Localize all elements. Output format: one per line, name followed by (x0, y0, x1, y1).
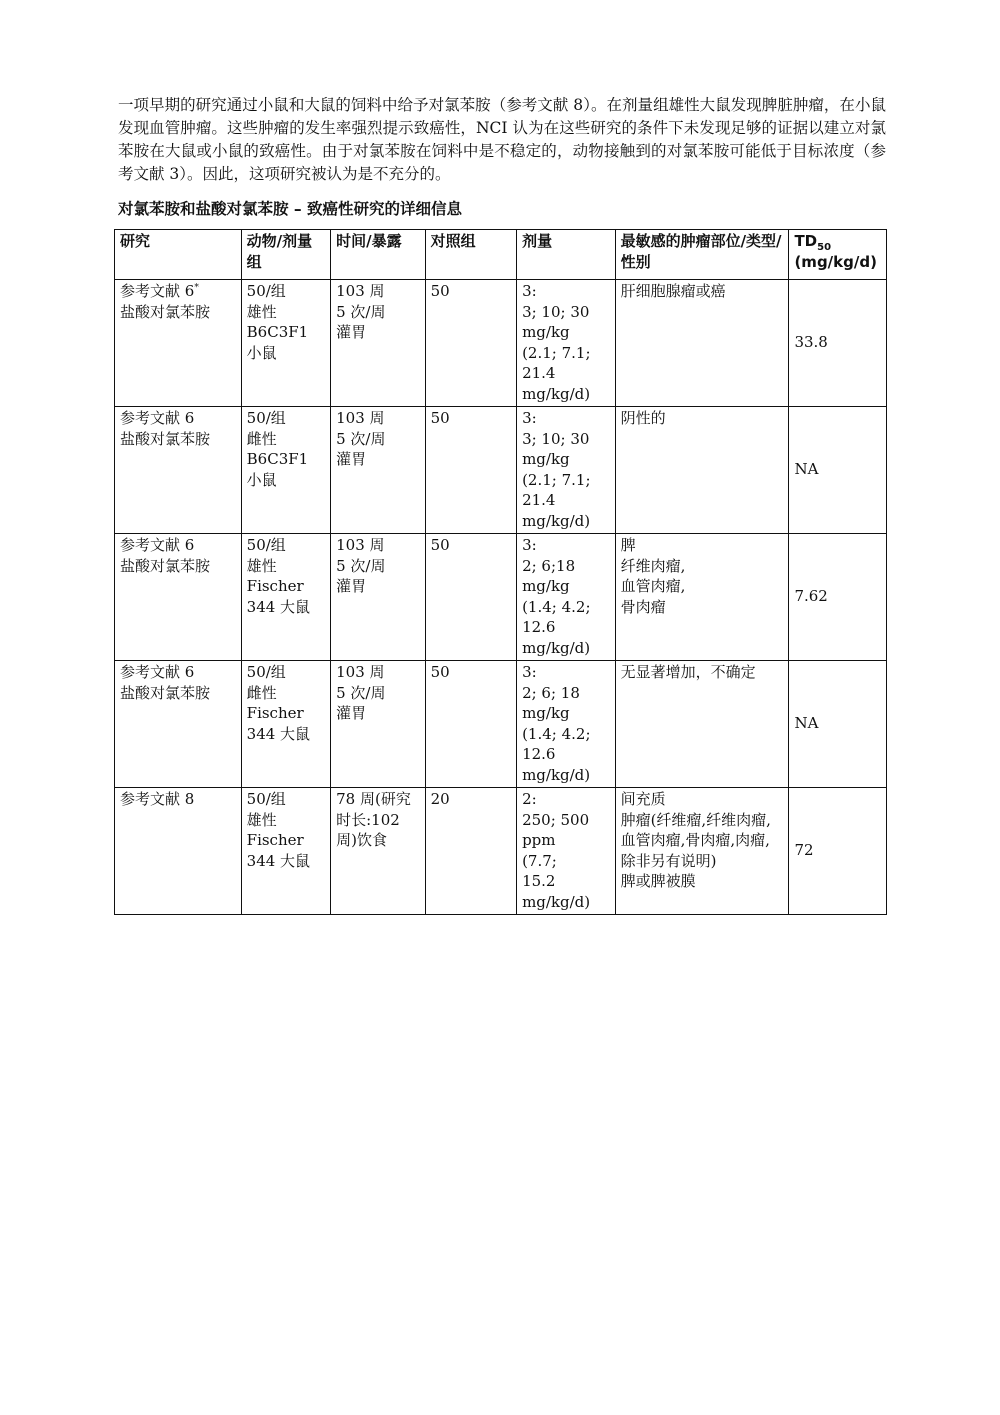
cell-duration (331, 280, 425, 407)
header-td50-unit: (mg/kg/d) (794, 252, 877, 271)
cell-tumor (615, 280, 789, 407)
cell-tumor (615, 661, 789, 788)
table-header-row (115, 230, 887, 280)
cell-duration (331, 407, 425, 534)
animal-text: 50/组 雌性 Fischer 344 大鼠 (246, 663, 311, 743)
dose-text: 3: 3; 10; 30 mg/kg (2.1; 7.1; 21.4 mg/kg/d) (522, 282, 591, 403)
dose-text: 3: 2; 6;18 mg/kg (1.4; 4.2; 12.6 mg/kg/d) (522, 536, 591, 657)
header-dose: 剂量 (517, 230, 616, 280)
cell-control: 50 (425, 661, 516, 788)
cell-tumor (615, 534, 789, 661)
duration-text: 103 周 5 次/周 灌胃 (336, 663, 386, 722)
cell-td50: 72 (789, 788, 887, 915)
cell-study (115, 788, 242, 915)
cell-animal (241, 788, 330, 915)
cell-duration (331, 534, 425, 661)
animal-text: 50/组 雄性 Fischer 344 大鼠 (246, 790, 311, 870)
cell-animal (241, 407, 330, 534)
cell-td50: NA (789, 407, 887, 534)
cell-tumor (615, 407, 789, 534)
duration-text: 103 周 5 次/周 灌胃 (336, 536, 386, 595)
animal-text: 50/组 雄性 Fischer 344 大鼠 (246, 536, 311, 616)
table-row (115, 788, 887, 915)
cell-dose (517, 280, 616, 407)
header-animal: 动物/剂量组 (241, 230, 330, 280)
tumor-text: 阴性的 (620, 409, 666, 427)
header-duration: 时间/暴露 (331, 230, 425, 280)
intro-paragraph: 一项早期的研究通过小鼠和大鼠的饲料中给予对氯苯胺（参考文献 8）。在剂量组雄性大鼠发现脾脏肿瘤，在小鼠发现血管肿瘤。这些肿瘤的发生率强烈提示致癌性，NCI 认为在这些研究的条件下未发现足够的证据以建立对氯苯胺在大鼠或小鼠的致癌性。由于对氯苯胺在饲料中是不稳定的，动物接触到的对氯苯胺可能低于目标浓度（参考文献 3）。因此，这项研究被认为是不充分的。 (118, 96, 886, 183)
cell-dose (517, 534, 616, 661)
dose-text: 2: 250; 500 ppm (7.7; 15.2 mg/kg/d) (522, 790, 591, 911)
footnote-marker: * (194, 283, 199, 293)
cell-study (115, 661, 242, 788)
header-td50-label: TD (794, 232, 818, 250)
tumor-text: 间充质 肿瘤(纤维瘤,纤维肉瘤,血管肉瘤,骨肉瘤,肉瘤,除非另有说明) 脾或脾被膜 (620, 790, 771, 890)
cell-control: 50 (425, 407, 516, 534)
study-reference: 参考文献 6 (120, 282, 195, 300)
table-row (115, 534, 887, 661)
cell-td50: 33.8 (789, 280, 887, 407)
tumor-text: 肝细胞腺瘤或癌 (620, 282, 726, 300)
cell-animal (241, 661, 330, 788)
cell-control: 20 (425, 788, 516, 915)
study-compound: 盐酸对氯苯胺 (120, 302, 211, 321)
tumor-text: 无显著增加，不确定 (620, 663, 756, 681)
study-reference: 参考文献 6 (120, 536, 195, 554)
cell-study (115, 280, 242, 407)
carcinogenicity-table (114, 229, 887, 915)
header-control: 对照组 (425, 230, 516, 280)
header-study: 研究 (115, 230, 242, 280)
cell-dose (517, 661, 616, 788)
cell-dose (517, 788, 616, 915)
header-tumor: 最敏感的肿瘤部位/类型/性别 (615, 230, 789, 280)
header-td50-subscript: 50 (817, 242, 832, 253)
cell-duration (331, 788, 425, 915)
table-row (115, 407, 887, 534)
cell-tumor (615, 788, 789, 915)
cell-animal (241, 534, 330, 661)
study-reference: 参考文献 8 (120, 790, 195, 808)
study-reference: 参考文献 6 (120, 663, 195, 681)
animal-text: 50/组 雌性 B6C3F1 小鼠 (246, 409, 309, 489)
header-td50 (789, 230, 887, 280)
cell-td50: 7.62 (789, 534, 887, 661)
cell-duration (331, 661, 425, 788)
cell-study (115, 407, 242, 534)
duration-text: 103 周 5 次/周 灌胃 (336, 409, 386, 468)
cell-control: 50 (425, 534, 516, 661)
section-title: 对氯苯胺和盐酸对氯苯胺 – 致癌性研究的详细信息 (118, 200, 463, 218)
cell-control: 50 (425, 280, 516, 407)
cell-td50: NA (789, 661, 887, 788)
dose-text: 3: 2; 6; 18 mg/kg (1.4; 4.2; 12.6 mg/kg/d) (522, 663, 591, 784)
duration-text: 78 周(研究 时长:102 周)饮食 (336, 790, 411, 849)
tumor-text: 脾 纤维肉瘤, 血管肉瘤, 骨肉瘤 (620, 536, 686, 616)
table-row (115, 661, 887, 788)
table-row (115, 280, 887, 407)
study-compound: 盐酸对氯苯胺 (120, 556, 211, 575)
cell-animal (241, 280, 330, 407)
study-reference: 参考文献 6 (120, 409, 195, 427)
duration-text: 103 周 5 次/周 灌胃 (336, 282, 386, 341)
study-compound: 盐酸对氯苯胺 (120, 429, 211, 448)
dose-text: 3: 3; 10; 30 mg/kg (2.1; 7.1; 21.4 mg/kg/d) (522, 409, 591, 530)
study-compound: 盐酸对氯苯胺 (120, 683, 211, 702)
cell-dose (517, 407, 616, 534)
cell-study (115, 534, 242, 661)
animal-text: 50/组 雄性 B6C3F1 小鼠 (246, 282, 309, 362)
